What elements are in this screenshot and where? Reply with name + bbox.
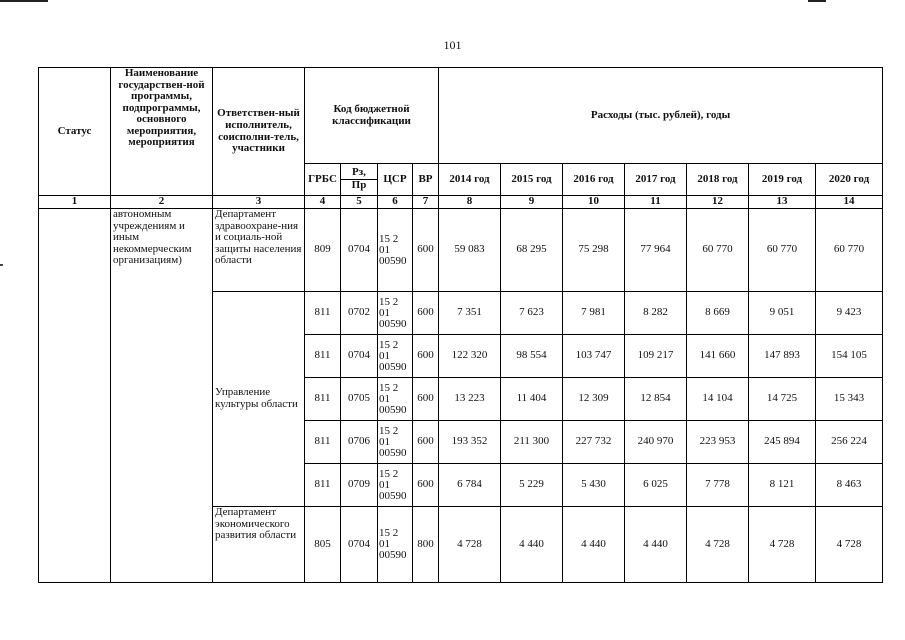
- value-cell: 109 217: [625, 335, 687, 378]
- header-pr: Пр: [351, 179, 367, 191]
- vr-cell: 600: [413, 209, 439, 292]
- column-number: 5: [341, 196, 378, 209]
- value-cell: 122 320: [439, 335, 501, 378]
- header-grbs: ГРБС: [305, 164, 341, 196]
- value-cell: 8 282: [625, 292, 687, 335]
- vr-cell: 600: [413, 464, 439, 507]
- executor-economy: Департамент экономического развития области: [213, 507, 305, 583]
- column-number: 9: [501, 196, 563, 209]
- column-number: 11: [625, 196, 687, 209]
- header-name: Наименование государствен-ной программы, подпрограммы, основного мероприятия, мероприятия: [111, 68, 213, 196]
- header-vr: ВР: [413, 164, 439, 196]
- executor-health: Департамент здравоохране-ния и социаль-ной защиты населения области: [213, 209, 305, 292]
- value-cell: 141 660: [687, 335, 749, 378]
- rzpr-cell: 0702: [341, 292, 378, 335]
- value-cell: 240 970: [625, 421, 687, 464]
- value-cell: 60 770: [749, 209, 816, 292]
- header-year: 2016 год: [563, 164, 625, 196]
- vr-cell: 600: [413, 292, 439, 335]
- header-rzpr: [341, 164, 378, 196]
- column-number: 2: [111, 196, 213, 209]
- value-cell: 4 728: [749, 507, 816, 583]
- csr-cell: 15 2 01 00590: [378, 209, 413, 292]
- value-cell: 14 104: [687, 378, 749, 421]
- status-cell: [39, 209, 111, 583]
- value-cell: 14 725: [749, 378, 816, 421]
- grbs-cell: 809: [305, 209, 341, 292]
- column-number: 4: [305, 196, 341, 209]
- value-cell: 8 669: [687, 292, 749, 335]
- name-cell: автономным учреждениям и иным некоммерческим организациям): [111, 209, 213, 583]
- value-cell: 193 352: [439, 421, 501, 464]
- value-cell: 7 981: [563, 292, 625, 335]
- column-number: 7: [413, 196, 439, 209]
- rzpr-cell: 0706: [341, 421, 378, 464]
- header-year: 2018 год: [687, 164, 749, 196]
- rzpr-cell: 0704: [341, 335, 378, 378]
- header-rz: Рз,: [341, 167, 377, 180]
- csr-cell: 15 2 01 00590: [378, 292, 413, 335]
- grbs-cell: 811: [305, 292, 341, 335]
- value-cell: 154 105: [816, 335, 883, 378]
- value-cell: 256 224: [816, 421, 883, 464]
- header-year: 2014 год: [439, 164, 501, 196]
- value-cell: 211 300: [501, 421, 563, 464]
- column-number: 14: [816, 196, 883, 209]
- header-expenses: Расходы (тыс. рублей), годы: [439, 68, 883, 164]
- value-cell: 7 351: [439, 292, 501, 335]
- csr-cell: 15 2 01 00590: [378, 464, 413, 507]
- column-number: 13: [749, 196, 816, 209]
- header-year: 2019 год: [749, 164, 816, 196]
- column-number: 6: [378, 196, 413, 209]
- value-cell: 223 953: [687, 421, 749, 464]
- value-cell: 60 770: [687, 209, 749, 292]
- header-year: 2015 год: [501, 164, 563, 196]
- value-cell: 7 623: [501, 292, 563, 335]
- header-year: 2020 год: [816, 164, 883, 196]
- value-cell: 4 440: [563, 507, 625, 583]
- column-number: 10: [563, 196, 625, 209]
- value-cell: 59 083: [439, 209, 501, 292]
- csr-cell: 15 2 01 00590: [378, 421, 413, 464]
- header-row-1: [39, 68, 883, 164]
- grbs-cell: 811: [305, 335, 341, 378]
- value-cell: 98 554: [501, 335, 563, 378]
- value-cell: 60 770: [816, 209, 883, 292]
- value-cell: 15 343: [816, 378, 883, 421]
- value-cell: 12 309: [563, 378, 625, 421]
- grbs-cell: 805: [305, 507, 341, 583]
- value-cell: 13 223: [439, 378, 501, 421]
- value-cell: 8 121: [749, 464, 816, 507]
- value-cell: 4 440: [625, 507, 687, 583]
- csr-cell: 15 2 01 00590: [378, 335, 413, 378]
- value-cell: 4 728: [687, 507, 749, 583]
- value-cell: 9 051: [749, 292, 816, 335]
- value-cell: 103 747: [563, 335, 625, 378]
- grbs-cell: 811: [305, 378, 341, 421]
- header-status: Статус: [39, 68, 111, 196]
- grbs-cell: 811: [305, 464, 341, 507]
- value-cell: 9 423: [816, 292, 883, 335]
- value-cell: 7 778: [687, 464, 749, 507]
- top-rule-left: [0, 0, 48, 2]
- header-year: 2017 год: [625, 164, 687, 196]
- value-cell: 6 784: [439, 464, 501, 507]
- column-number: 3: [213, 196, 305, 209]
- header-responsible: Ответствен-ный исполнитель, соисполни-тель, участники: [213, 68, 305, 196]
- executor-culture: Управление культуры области: [213, 292, 305, 507]
- value-cell: 4 728: [439, 507, 501, 583]
- header-budget-code: Код бюджетной классификации: [305, 68, 439, 164]
- value-cell: 11 404: [501, 378, 563, 421]
- value-cell: 12 854: [625, 378, 687, 421]
- value-cell: 4 728: [816, 507, 883, 583]
- column-number-row: [39, 196, 883, 209]
- value-cell: 4 440: [501, 507, 563, 583]
- column-number: 1: [39, 196, 111, 209]
- csr-cell: 15 2 01 00590: [378, 378, 413, 421]
- edge-mark: [0, 264, 3, 266]
- value-cell: 68 295: [501, 209, 563, 292]
- value-cell: 77 964: [625, 209, 687, 292]
- vr-cell: 800: [413, 507, 439, 583]
- budget-table: [38, 67, 883, 583]
- value-cell: 5 229: [501, 464, 563, 507]
- page-number: 101: [443, 38, 462, 52]
- vr-cell: 600: [413, 421, 439, 464]
- value-cell: 75 298: [563, 209, 625, 292]
- rzpr-cell: 0709: [341, 464, 378, 507]
- value-cell: 147 893: [749, 335, 816, 378]
- vr-cell: 600: [413, 335, 439, 378]
- value-cell: 245 894: [749, 421, 816, 464]
- rzpr-cell: 0704: [341, 507, 378, 583]
- csr-cell: 15 2 01 00590: [378, 507, 413, 583]
- column-number: 8: [439, 196, 501, 209]
- table-row: [39, 209, 883, 292]
- value-cell: 8 463: [816, 464, 883, 507]
- vr-cell: 600: [413, 378, 439, 421]
- header-csr: ЦСР: [378, 164, 413, 196]
- column-number: 12: [687, 196, 749, 209]
- rzpr-cell: 0705: [341, 378, 378, 421]
- top-rule-right: [808, 0, 826, 2]
- value-cell: 5 430: [563, 464, 625, 507]
- value-cell: 227 732: [563, 421, 625, 464]
- rzpr-cell: 0704: [341, 209, 378, 292]
- grbs-cell: 811: [305, 421, 341, 464]
- value-cell: 6 025: [625, 464, 687, 507]
